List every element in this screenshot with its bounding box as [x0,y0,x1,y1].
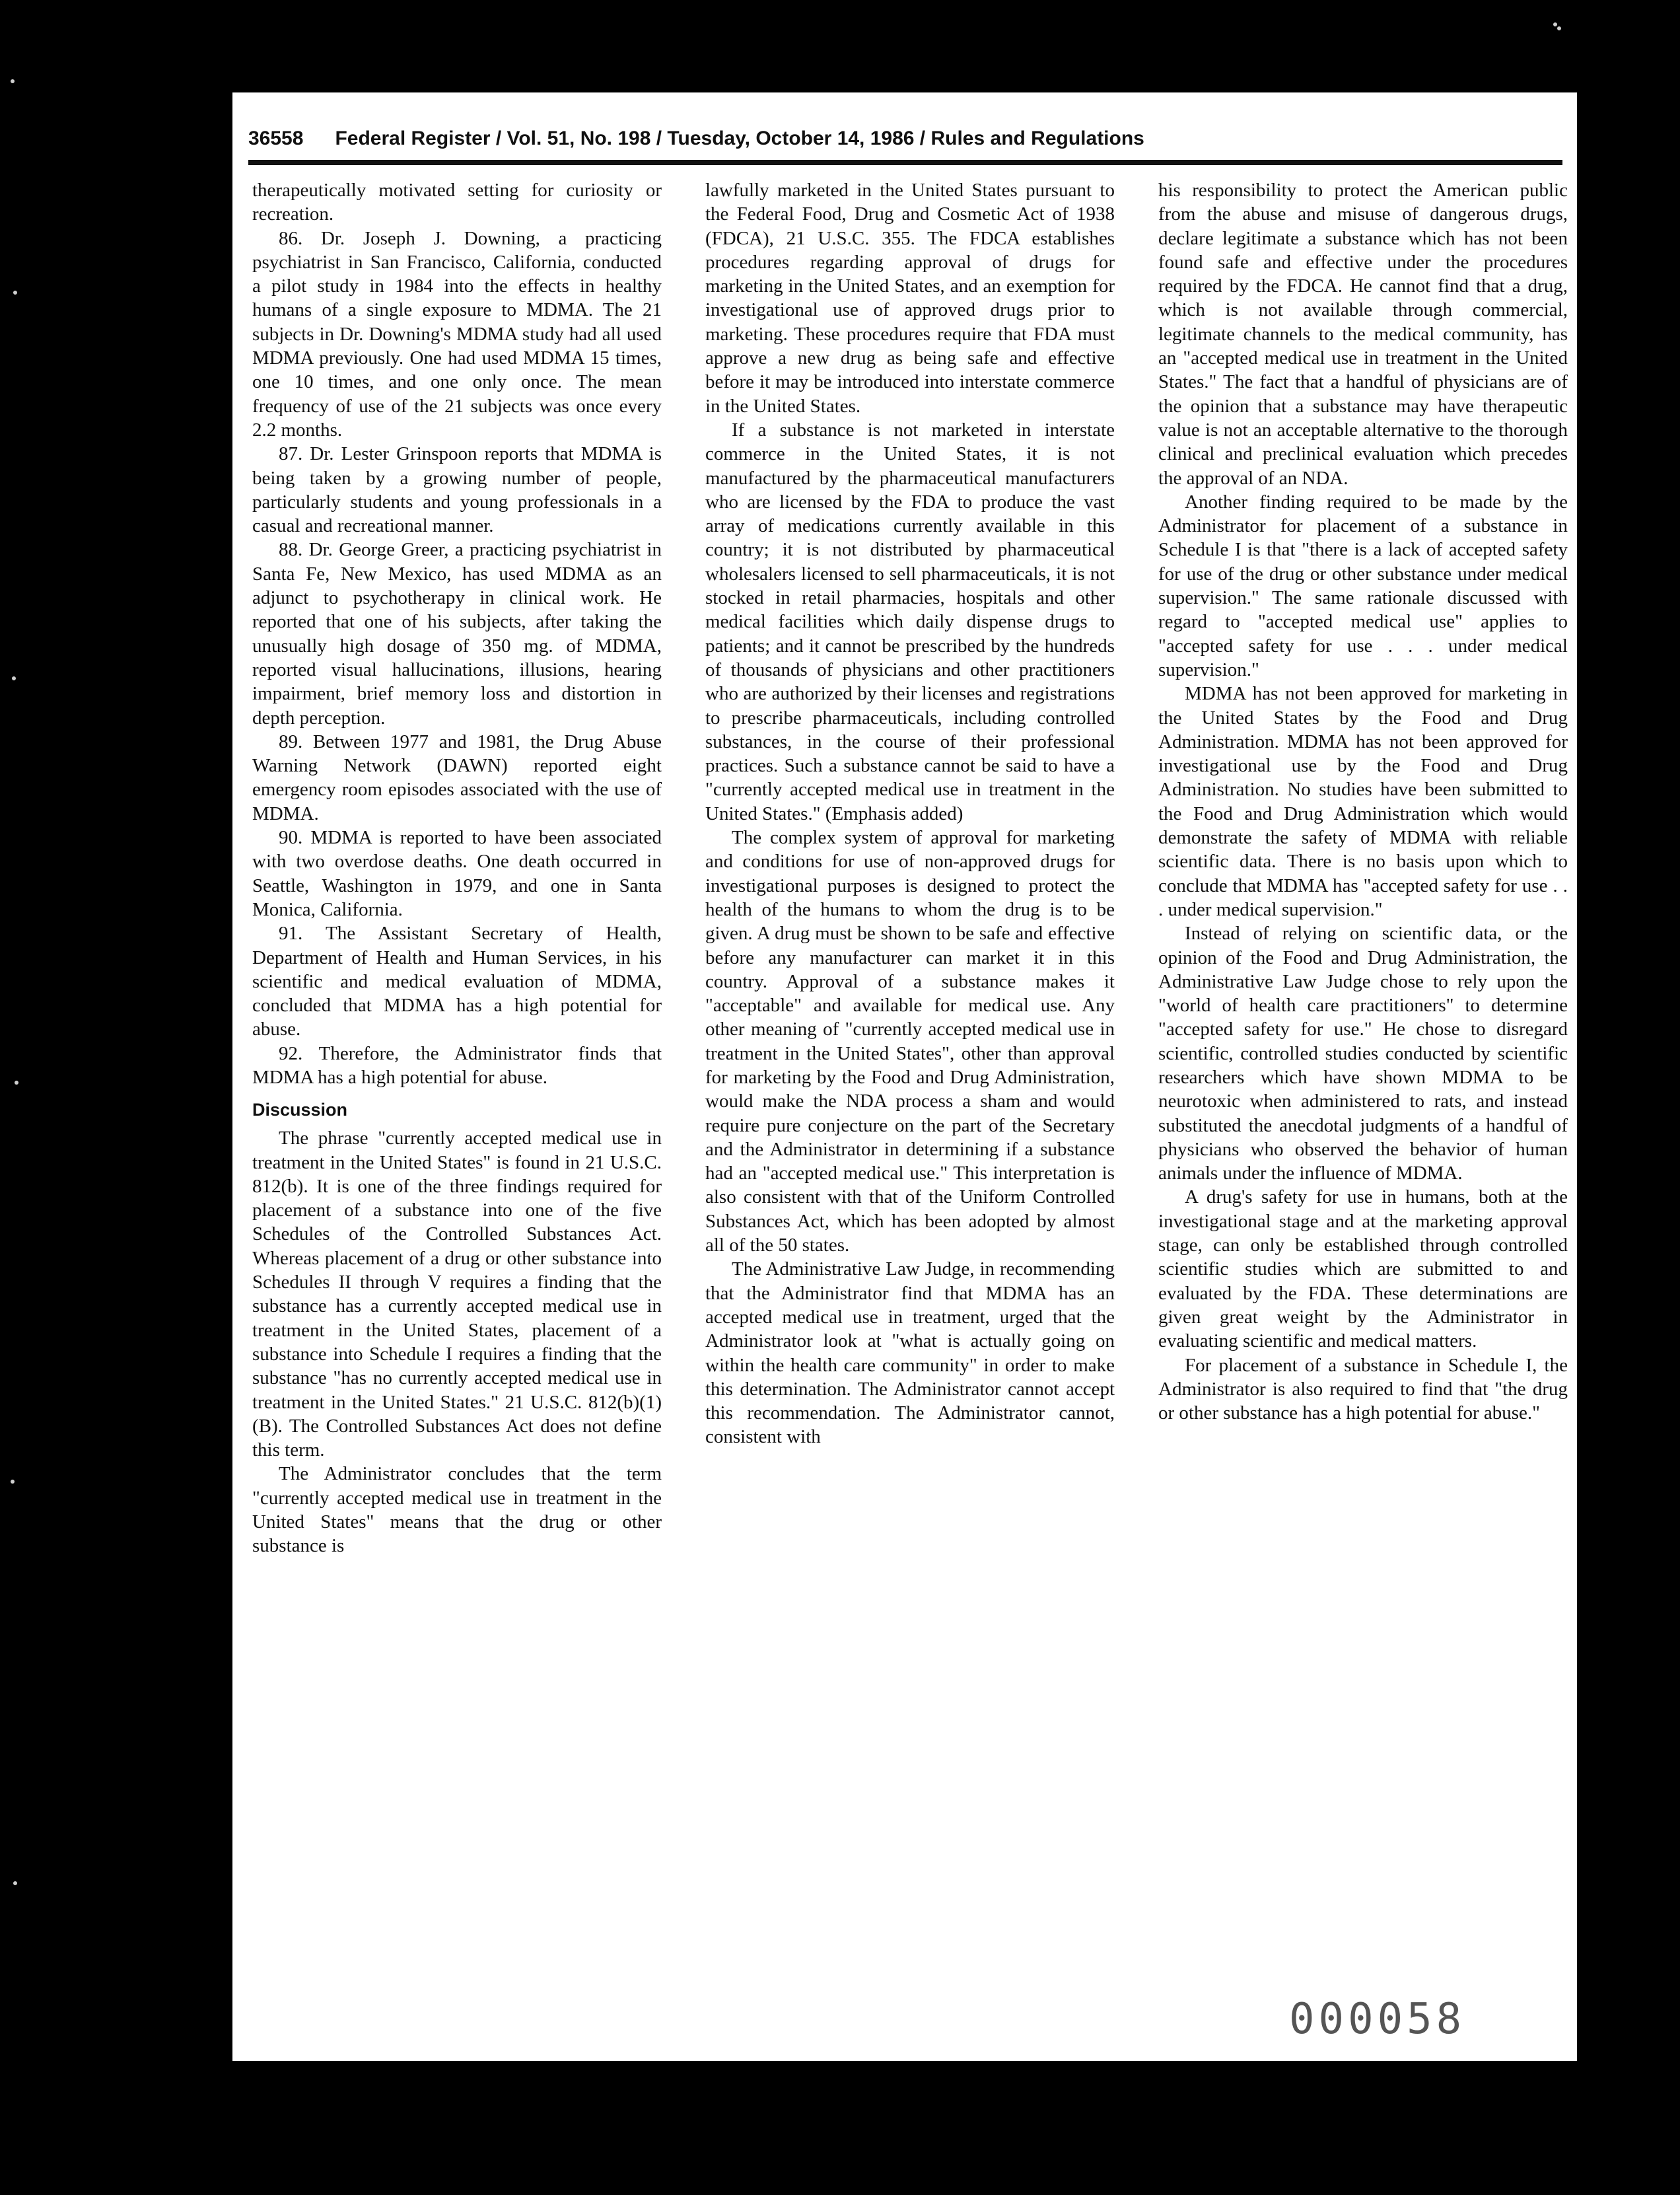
paragraph: 89. Between 1977 and 1981, the Drug Abuse Warning Network (DAWN) reported eight emergency room episodes associated with the use of MDMA. [252,731,662,824]
page-number: 36558 [248,127,304,149]
paragraph: 88. Dr. George Greer, a practicing psychiatrist in Santa Fe, New Mexico, has used MDMA as an adjunct to psychotherapy in clinical work. He reported that one of his subjects, after taking the unusually high dosage of 350 mg. of MDMA, reported visual hallucinations, illusions, hearing impairment, brief memory loss and distortion in depth perception. [252,539,662,729]
paragraph: 92. Therefore, the Administrator finds that MDMA has a high potential for abuse. [252,1042,662,1088]
paragraph: 91. The Assistant Secretary of Health, Department of Health and Human Services, in his scientific and medical evaluation of MDMA, concluded that MDMA has a high potential for abuse. [252,923,662,1040]
paragraph: therapeutically motivated setting for curiosity or recreation. [252,180,662,225]
column-1 [252,178,662,1558]
column-2 [705,178,1115,1449]
page-header [248,119,1562,159]
paragraph: Instead of relying on scientific data, or the opinion of the Food and Drug Administration, the Administrative Law Judge chose to rely upon the "world of health care practitioners" to determine "accepted safety for use." He chose to disregard scientific, controlled studies conducted by scientific researchers which have shown MDMA to be neurotoxic when administered to rats, and instead substituted the anecdotal judgments of a handful of physicians who observed the behavior of human animals under the influence of MDMA. [1158,923,1568,1184]
paragraph: MDMA has not been approved for marketing in the United States by the Food and Drug Administration. MDMA has not been approved for investigational use by the Food and Drug Administration. No studies have been submitted to the Food and Drug Administration which would demonstrate the safety of MDMA with reliable scientific data. There is no basis upon which to conclude that MDMA has "accepted safety for use . . . under medical supervision." [1158,683,1568,920]
paragraph: If a substance is not marketed in interstate commerce in the United States, it is not manufactured by the pharmaceutical manufacturers who are licensed by the FDA to produce the vast array of medications currently available in this country; it is not distributed by pharmaceutical wholesalers licensed to sell pharmaceuticals, it is not stocked in retail pharmacies, hospitals and other medical facilities which daily dispense drugs to patients; and it cannot be prescribed by the hundreds of thousands of physicians and other practitioners who are authorized by their licenses and registrations to prescribe pharmaceuticals, including controlled substances, in the course of their professional practices. Such a substance cannot be said to have a "currently accepted medical use in treatment in the United States." (Emphasis added) [705,419,1115,824]
header-rule [248,160,1562,165]
section-heading: Discussion [252,1100,348,1120]
running-title: Federal Register / Vol. 51, No. 198 / Tuesday, October 14, 1986 / Rules and Regulations [335,127,1144,149]
paragraph: A drug's safety for use in humans, both at the investigational stage and at the marketing approval stage, can only be established through controlled scientific studies which are submitted to and evaluated by the FDA. These determinations are given great weight by the Administrator in evaluating scientific and medical matters. [1158,1186,1568,1352]
paragraph: The complex system of approval for marketing and conditions for use of non-approved drugs for investigational purposes is designed to protect the health of the humans to whom the drug is to be given. A drug must be shown to be safe and effective before any manufacturer can market it in this country. Approval of a substance makes it "acceptable" and available for medical use. Any other meaning of "currently accepted medical use in treatment in the United States", other than approval for marketing by the Food and Drug Administration, would make the NDA process a sham and would require pure conjecture on the part of the Secretary and the Administrator in determining if a substance had an "accepted medical use." This interpretation is also consistent with that of the Uniform Controlled Substances Act, which has been adopted by almost all of the 50 states. [705,827,1115,1256]
paragraph: his responsibility to protect the American public from the abuse and misuse of dangerous drugs, declare legitimate a substance which has not been found safe and effective under the procedures required by the FDCA. He cannot find that a drug, which is not available through commercial, legitimate channels to the medical community, has an "accepted medical use in treatment in the United States." The fact that a handful of physicians are of the opinion that a substance may have therapeutic value is not an acceptable alternative to the thorough clinical and preclinical evaluation which precedes the approval of an NDA. [1158,180,1568,489]
paragraph: 87. Dr. Lester Grinspoon reports that MDMA is being taken by a growing number of people, particularly students and young professionals in a casual and recreational manner. [252,443,662,537]
paragraph: For placement of a substance in Schedule I, the Administrator is also required to find that "the drug or other substance has a high potential for abuse." [1158,1354,1568,1424]
bates-stamp: 000058 [1289,1995,1466,2044]
paragraph: Another finding required to be made by the Administrator for placement of a substance in Schedule I is that "there is a lack of accepted safety for use of the drug or other substance under medical supervision." The same rationale discussed with regard to "accepted medical use" applies to "accepted safety for use . . . under medical supervision." [1158,491,1568,680]
column-3 [1158,178,1568,1425]
paragraph: The phrase "currently accepted medical use in treatment in the United States" is found in 21 U.S.C. 812(b). It is one of the three findings required for placement of a substance into one of the five Schedules of the Controlled Substances Act. Whereas placement of a drug or other substance into Schedules II through V requires a finding that the substance has a currently accepted medical use in treatment in the United States, placement of a substance into Schedule I requires a finding that the substance "has no currently accepted medical use in treatment in the United States." 21 U.S.C. 812(b)(1)(B). The Controlled Substances Act does not define this term. [252,1128,662,1461]
paragraph: 90. MDMA is reported to have been associated with two overdose deaths. One death occurred in Seattle, Washington in 1979, and one in Santa Monica, California. [252,827,662,920]
paragraph: The Administrator concludes that the term "currently accepted medical use in treatment in the United States" means that the drug or other substance is [252,1463,662,1557]
paragraph: lawfully marketed in the United States pursuant to the Federal Food, Drug and Cosmetic Act of 1938 (FDCA), 21 U.S.C. 355. The FDCA establishes procedures regarding approval of drugs for marketing in the United States, and an exemption for investigational use of approved drugs prior to marketing. These procedures require that FDA must approve a new drug as being safe and effective before it may be introduced into interstate commerce in the United States. [705,180,1115,417]
paragraph: The Administrative Law Judge, in recommending that the Administrator find that MDMA has an accepted medical use in treatment, urged that the Administrator look at "what is actually going on within the health care community" in order to make this determination. The Administrator cannot accept this recommendation. The Administrator cannot, consistent with [705,1258,1115,1448]
document-page [232,92,1577,2061]
paragraph: 86. Dr. Joseph J. Downing, a practicing psychiatrist in San Francisco, California, conducted a pilot study in 1984 into the effects in healthy humans of a single exposure to MDMA. The 21 subjects in Dr. Downing's MDMA study had all used MDMA previously. One had used MDMA 15 times, one 10 times, and one only once. The mean frequency of use of the 21 subjects was once every 2.2 months. [252,227,662,441]
